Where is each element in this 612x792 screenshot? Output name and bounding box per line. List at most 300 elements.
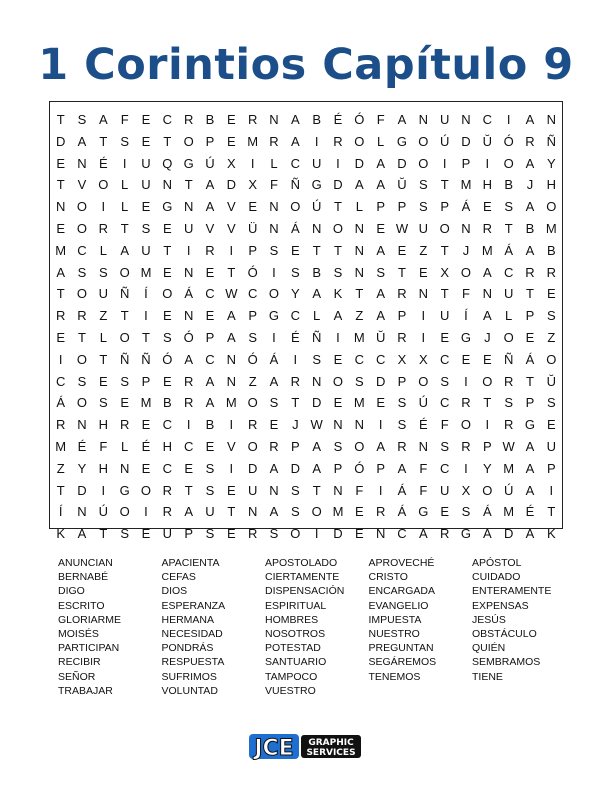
grid-letter: C <box>162 417 173 433</box>
grid-letter: I <box>250 155 255 171</box>
grid-letter: I <box>485 417 490 433</box>
grid-letter: T <box>163 242 172 258</box>
grid-letter: I <box>272 264 276 280</box>
grid-letter: N <box>375 526 386 542</box>
grid-letter: R <box>290 373 301 389</box>
grid-letter: J <box>484 329 491 345</box>
grid-letter: I <box>186 417 191 433</box>
grid-letter: C <box>290 308 301 324</box>
grid-letter: D <box>333 177 343 193</box>
grid-letter: Á <box>290 220 300 236</box>
grid-letter: R <box>397 438 407 454</box>
grid-letter: N <box>354 417 365 433</box>
grid-letter: I <box>229 460 234 476</box>
grid-letter: T <box>547 504 556 520</box>
grid-letter: P <box>525 395 535 411</box>
grid-letter: É <box>290 329 300 345</box>
grid-letter: T <box>142 329 150 345</box>
grid-letter: T <box>99 526 108 542</box>
grid-letter: F <box>440 417 449 433</box>
grid-letter: I <box>144 504 148 520</box>
grid-letter: X <box>248 177 257 193</box>
grid-letter: M <box>503 460 515 476</box>
word-list-item: IMPUESTA <box>368 613 422 626</box>
grid-letter: I <box>186 242 191 258</box>
grid-letter: O <box>439 220 450 236</box>
grid-letter: B <box>162 395 172 411</box>
grid-letter: C <box>290 155 301 171</box>
grid-letter: U <box>503 286 514 302</box>
grid-letter: E <box>141 417 151 433</box>
grid-letter: A <box>376 155 385 171</box>
grid-letter: D <box>333 526 343 542</box>
grid-letter: É <box>333 112 343 127</box>
grid-letter: I <box>485 155 490 171</box>
grid-letter: R <box>482 220 493 236</box>
word-list-item: HERMANA <box>161 613 215 626</box>
grid-letter: A <box>226 329 236 345</box>
grid-letter: R <box>525 264 535 280</box>
grid-letter: I <box>229 242 234 258</box>
grid-letter: U <box>418 220 429 236</box>
grid-letter: Ú <box>205 155 215 171</box>
grid-letter: C <box>162 460 173 476</box>
grid-letter: A <box>333 308 343 324</box>
grid-letter: U <box>311 155 322 171</box>
grid-letter: D <box>290 460 301 476</box>
grid-letter: O <box>183 133 194 149</box>
grid-letter: E <box>56 155 65 171</box>
grid-letter: S <box>205 526 215 542</box>
grid-row-text <box>0 0 1 1</box>
grid-letter: R <box>77 308 87 324</box>
grid-letter: R <box>525 133 535 149</box>
grid-letter: A <box>418 526 428 542</box>
grid-letter: E <box>162 308 172 324</box>
grid-letter: E <box>397 242 407 258</box>
grid-letter: G <box>396 133 408 149</box>
grid-letter: S <box>77 264 87 280</box>
grid-letter: I <box>464 460 468 476</box>
grid-letter: A <box>290 112 300 127</box>
grid-letter: E <box>141 112 151 127</box>
grid-letter: T <box>184 177 193 193</box>
grid-letter: U <box>141 242 151 258</box>
grid-letter: S <box>248 329 257 345</box>
grid-letter: F <box>99 438 108 454</box>
grid-letter: R <box>247 112 258 127</box>
grid-letter: R <box>55 417 66 433</box>
grid-row-text <box>0 0 1 1</box>
grid-letter: E <box>546 417 556 433</box>
grid-letter: C <box>439 395 450 411</box>
grid-row-text <box>0 0 1 1</box>
word-list-item: PARTICIPAN <box>58 642 120 655</box>
grid-letter: S <box>546 395 556 411</box>
grid-letter: F <box>419 482 428 498</box>
grid-letter: E <box>418 264 428 280</box>
grid-letter: O <box>546 351 557 367</box>
grid-letter: E <box>56 329 65 345</box>
grid-row-text <box>0 0 1 1</box>
grid-letter: Á <box>184 286 193 302</box>
grid-letter: A <box>205 177 215 193</box>
grid-letter: T <box>526 373 534 389</box>
grid-letter: N <box>119 460 130 476</box>
grid-letter: R <box>183 112 194 127</box>
word-list-item: APOSTOLADO <box>265 557 338 569</box>
grid-letter: H <box>98 460 109 476</box>
grid-letter: Z <box>419 242 428 258</box>
word-list-item: SEMBRAMOS <box>472 656 541 669</box>
grid-letter: S <box>269 526 279 542</box>
grid-letter: T <box>163 133 172 149</box>
grid-letter: X <box>226 155 236 171</box>
grid-letter: D <box>226 177 237 193</box>
grid-letter: A <box>77 133 87 149</box>
grid-letter: C <box>162 112 173 127</box>
grid-letter: R <box>439 526 450 542</box>
grid-letter: V <box>226 438 236 454</box>
grid-letter: E <box>248 199 257 215</box>
grid-letter: P <box>205 329 215 345</box>
grid-letter: D <box>354 155 365 171</box>
grid-letter: I <box>378 417 383 433</box>
grid-letter: R <box>162 504 173 520</box>
grid-letter: G <box>311 177 322 193</box>
grid-letter: N <box>269 482 279 498</box>
grid-letter: T <box>291 395 300 411</box>
grid-letter: Ó <box>247 264 258 280</box>
grid-letter: P <box>248 308 257 324</box>
grid-letter: K <box>56 526 65 542</box>
grid-letter: S <box>269 395 279 411</box>
grid-letter: X <box>461 482 471 498</box>
grid-letter: T <box>312 482 321 498</box>
grid-letter: E <box>98 373 108 389</box>
grid-letter: I <box>144 308 148 324</box>
grid-letter: C <box>205 286 215 302</box>
grid-letter: E <box>141 460 151 476</box>
grid-letter: N <box>418 286 429 302</box>
grid-letter: E <box>141 133 151 149</box>
grid-letter: R <box>162 482 173 498</box>
grid-letter: T <box>440 286 449 302</box>
grid-letter: C <box>482 112 493 127</box>
grid-letter: B <box>205 417 215 433</box>
grid-letter: G <box>460 526 472 542</box>
grid-letter: T <box>227 264 236 280</box>
grid-letter: O <box>76 199 88 215</box>
grid-letter: P <box>141 373 151 389</box>
grid-letter: A <box>312 460 321 476</box>
grid-letter: N <box>418 112 429 127</box>
grid-letter: O <box>311 504 322 520</box>
grid-letter: E <box>226 526 236 542</box>
grid-letter: Ú <box>418 395 429 411</box>
grid-letter: P <box>397 199 407 215</box>
grid-letter: U <box>546 438 557 454</box>
grid-letter: T <box>56 286 65 302</box>
grid-letter: T <box>334 199 342 215</box>
grid-letter: O <box>76 220 88 236</box>
grid-letter: A <box>290 133 300 149</box>
grid-letter: P <box>482 438 492 454</box>
grid-letter: Ú <box>98 504 109 520</box>
grid-letter: S <box>461 504 471 520</box>
grid-row-text <box>0 0 1 1</box>
grid-letter: E <box>354 504 364 520</box>
grid-letter: O <box>247 438 258 454</box>
grid-letter: O <box>546 199 557 215</box>
grid-letter: B <box>525 220 535 236</box>
grid-letter: R <box>461 438 471 454</box>
grid-letter: A <box>525 242 535 258</box>
grid-letter: N <box>77 504 87 520</box>
grid-letter: Y <box>546 155 556 171</box>
grid-letter: S <box>397 417 407 433</box>
word-list-item: BERNABÉ <box>58 571 109 584</box>
grid-letter: A <box>376 242 385 258</box>
grid-letter: O <box>354 133 365 149</box>
grid-letter: P <box>397 308 407 324</box>
grid-letter: R <box>333 133 343 149</box>
grid-letter: F <box>419 460 428 476</box>
grid-row-text <box>0 0 1 1</box>
grid-letter: N <box>461 112 471 127</box>
grid-letter: O <box>332 373 344 389</box>
grid-letter: G <box>268 308 280 324</box>
grid-letter: É <box>525 504 535 520</box>
grid-letter: F <box>355 482 364 498</box>
grid-letter: T <box>483 395 492 411</box>
grid-letter: X <box>418 351 428 367</box>
grid-letter: T <box>99 351 108 367</box>
grid-letter: B <box>312 264 321 280</box>
grid-letter: I <box>229 417 234 433</box>
grid-letter: A <box>205 199 215 215</box>
grid-letter: Á <box>504 242 513 258</box>
grid-letter: Í <box>464 308 468 324</box>
grid-letter: Z <box>56 460 65 476</box>
grid-letter: I <box>506 112 511 127</box>
grid-letter: Ú <box>311 199 322 215</box>
grid-letter: R <box>183 395 194 411</box>
grid-letter: E <box>525 329 535 345</box>
grid-letter: P <box>184 526 193 542</box>
word-list-item: VOLUNTAD <box>161 684 218 697</box>
grid-letter: Á <box>56 395 65 411</box>
grid-letter: S <box>269 242 279 258</box>
grid-row-text <box>0 0 1 1</box>
word-list-item: ANUNCIAN <box>58 557 113 569</box>
grid-letter: A <box>525 460 535 476</box>
grid-letter: B <box>312 112 321 127</box>
word-list-item: POTESTAD <box>265 642 321 655</box>
grid-row-text <box>0 0 1 1</box>
grid-letter: U <box>162 526 173 542</box>
grid-letter: A <box>77 526 87 542</box>
grid-letter: Ú <box>439 133 450 149</box>
grid-letter: T <box>334 242 342 258</box>
grid-letter: M <box>55 438 67 454</box>
letter-grid <box>50 109 562 545</box>
grid-letter: A <box>56 264 65 280</box>
grid-letter: P <box>525 308 535 324</box>
grid-row-text <box>0 0 1 1</box>
grid-letter: U <box>247 482 258 498</box>
grid-letter: Í <box>58 504 63 520</box>
grid-letter: I <box>464 373 468 389</box>
grid-row-text <box>0 0 1 1</box>
grid-letter: Ú <box>503 482 514 498</box>
grid-letter: S <box>504 395 513 411</box>
grid-letter: N <box>269 199 279 215</box>
grid-letter: C <box>205 351 215 367</box>
grid-letter: N <box>226 373 237 389</box>
word-list-item: NECESIDAD <box>161 628 223 641</box>
grid-letter: S <box>77 112 87 127</box>
grid-letter: E <box>482 351 492 367</box>
word-list-item: TRABAJAR <box>58 684 113 697</box>
grid-letter: R <box>247 417 258 433</box>
grid-row-text <box>0 0 1 1</box>
grid-letter: I <box>549 482 554 498</box>
grid-letter: A <box>312 286 321 302</box>
grid-letter: S <box>397 395 407 411</box>
grid-letter: S <box>162 329 172 345</box>
word-list-item: HOMBRES <box>265 613 319 626</box>
word-list-item: PREGUNTAN <box>368 642 434 655</box>
word-list-item: ESCRITO <box>58 599 105 612</box>
grid-letter: T <box>227 504 236 520</box>
grid-letter: N <box>333 482 343 498</box>
grid-letter: Q <box>162 155 173 171</box>
word-list-item: NUESTRO <box>368 628 420 641</box>
grid-letter: O <box>354 438 365 454</box>
grid-letter: A <box>525 155 535 171</box>
grid-letter: D <box>311 395 322 411</box>
grid-letter: U <box>439 482 450 498</box>
grid-letter: I <box>314 526 319 542</box>
word-list-item: MOISÉS <box>58 628 99 641</box>
grid-letter: D <box>55 133 66 149</box>
grid-letter: Í <box>144 286 148 302</box>
grid-letter: O <box>76 395 88 411</box>
grid-letter: I <box>101 199 106 215</box>
grid-letter: S <box>418 199 428 215</box>
grid-letter: T <box>78 329 86 345</box>
grid-letter: O <box>290 526 301 542</box>
grid-letter: R <box>119 417 130 433</box>
grid-letter: C <box>77 242 87 258</box>
grid-letter: S <box>418 177 428 193</box>
grid-letter: A <box>376 286 385 302</box>
logo-line-2: SERVICES <box>306 748 356 758</box>
grid-letter: P <box>376 199 385 215</box>
grid-letter: T <box>56 482 65 498</box>
grid-letter: R <box>546 264 557 280</box>
word-list-item: NOSOTROS <box>265 628 326 641</box>
grid-letter: M <box>332 504 344 520</box>
grid-letter: N <box>183 199 194 215</box>
grid-letter: E <box>546 286 556 302</box>
grid-letter: P <box>461 155 471 171</box>
grid-letter: N <box>354 220 365 236</box>
grid-letter: N <box>418 438 429 454</box>
grid-letter: G <box>418 504 429 520</box>
grid-letter: B <box>546 242 556 258</box>
grid-letter: A <box>205 373 215 389</box>
grid-letter: O <box>76 351 88 367</box>
grid-letter: W <box>225 286 238 302</box>
grid-letter: E <box>205 264 215 280</box>
grid-letter: E <box>333 351 343 367</box>
grid-letter: Ñ <box>119 286 130 302</box>
grid-letter: M <box>481 242 493 258</box>
grid-letter: E <box>162 373 172 389</box>
grid-letter: E <box>482 199 492 215</box>
grid-letter: F <box>120 112 129 127</box>
word-list-item: VUESTRO <box>265 684 316 697</box>
grid-letter: Á <box>397 482 407 498</box>
grid-letter: O <box>162 286 173 302</box>
word-list-item: ENTERAMENTE <box>472 585 552 598</box>
word-list-item: APACIENTA <box>161 557 220 569</box>
grid-letter: Ŭ <box>397 177 407 193</box>
grid-letter: E <box>461 351 471 367</box>
word-list-item: OBSTÁCULO <box>472 628 537 641</box>
grid-letter: E <box>440 329 449 345</box>
grid-letter: Y <box>482 460 492 476</box>
grid-letter: O <box>98 177 109 193</box>
grid-letter: R <box>397 286 407 302</box>
grid-letter: E <box>376 220 385 236</box>
grid-letter: P <box>205 133 215 149</box>
grid-letter: Ŭ <box>546 373 557 389</box>
grid-letter: H <box>162 438 173 454</box>
grid-letter: O <box>418 133 429 149</box>
grid-letter: C <box>354 351 365 367</box>
grid-letter: L <box>99 242 107 258</box>
grid-letter: P <box>440 199 449 215</box>
grid-letter: F <box>376 112 385 127</box>
grid-row-text <box>0 0 1 1</box>
word-list-item: EXPENSAS <box>472 599 529 612</box>
grid-letter: M <box>353 329 365 345</box>
grid-letter: A <box>269 373 279 389</box>
grid-letter: S <box>440 373 449 389</box>
word-list-item: DIOS <box>161 585 188 598</box>
grid-letter: Ó <box>503 133 514 149</box>
grid-letter: O <box>418 155 429 171</box>
grid-letter: C <box>503 264 514 280</box>
grid-letter: E <box>120 395 129 411</box>
grid-row-text <box>0 0 1 1</box>
word-list-item: DIGO <box>58 585 85 598</box>
grid-letter: S <box>312 351 321 367</box>
grid-letter: Z <box>355 308 364 324</box>
grid-letter: I <box>421 308 426 324</box>
grid-letter: R <box>205 242 215 258</box>
grid-letter: C <box>55 373 66 389</box>
grid-letter: N <box>482 286 493 302</box>
word-list-item: TIENE <box>472 670 503 683</box>
grid-letter: R <box>55 308 66 324</box>
grid-letter: U <box>439 308 450 324</box>
grid-letter: I <box>272 329 276 345</box>
grid-letter: N <box>183 308 194 324</box>
